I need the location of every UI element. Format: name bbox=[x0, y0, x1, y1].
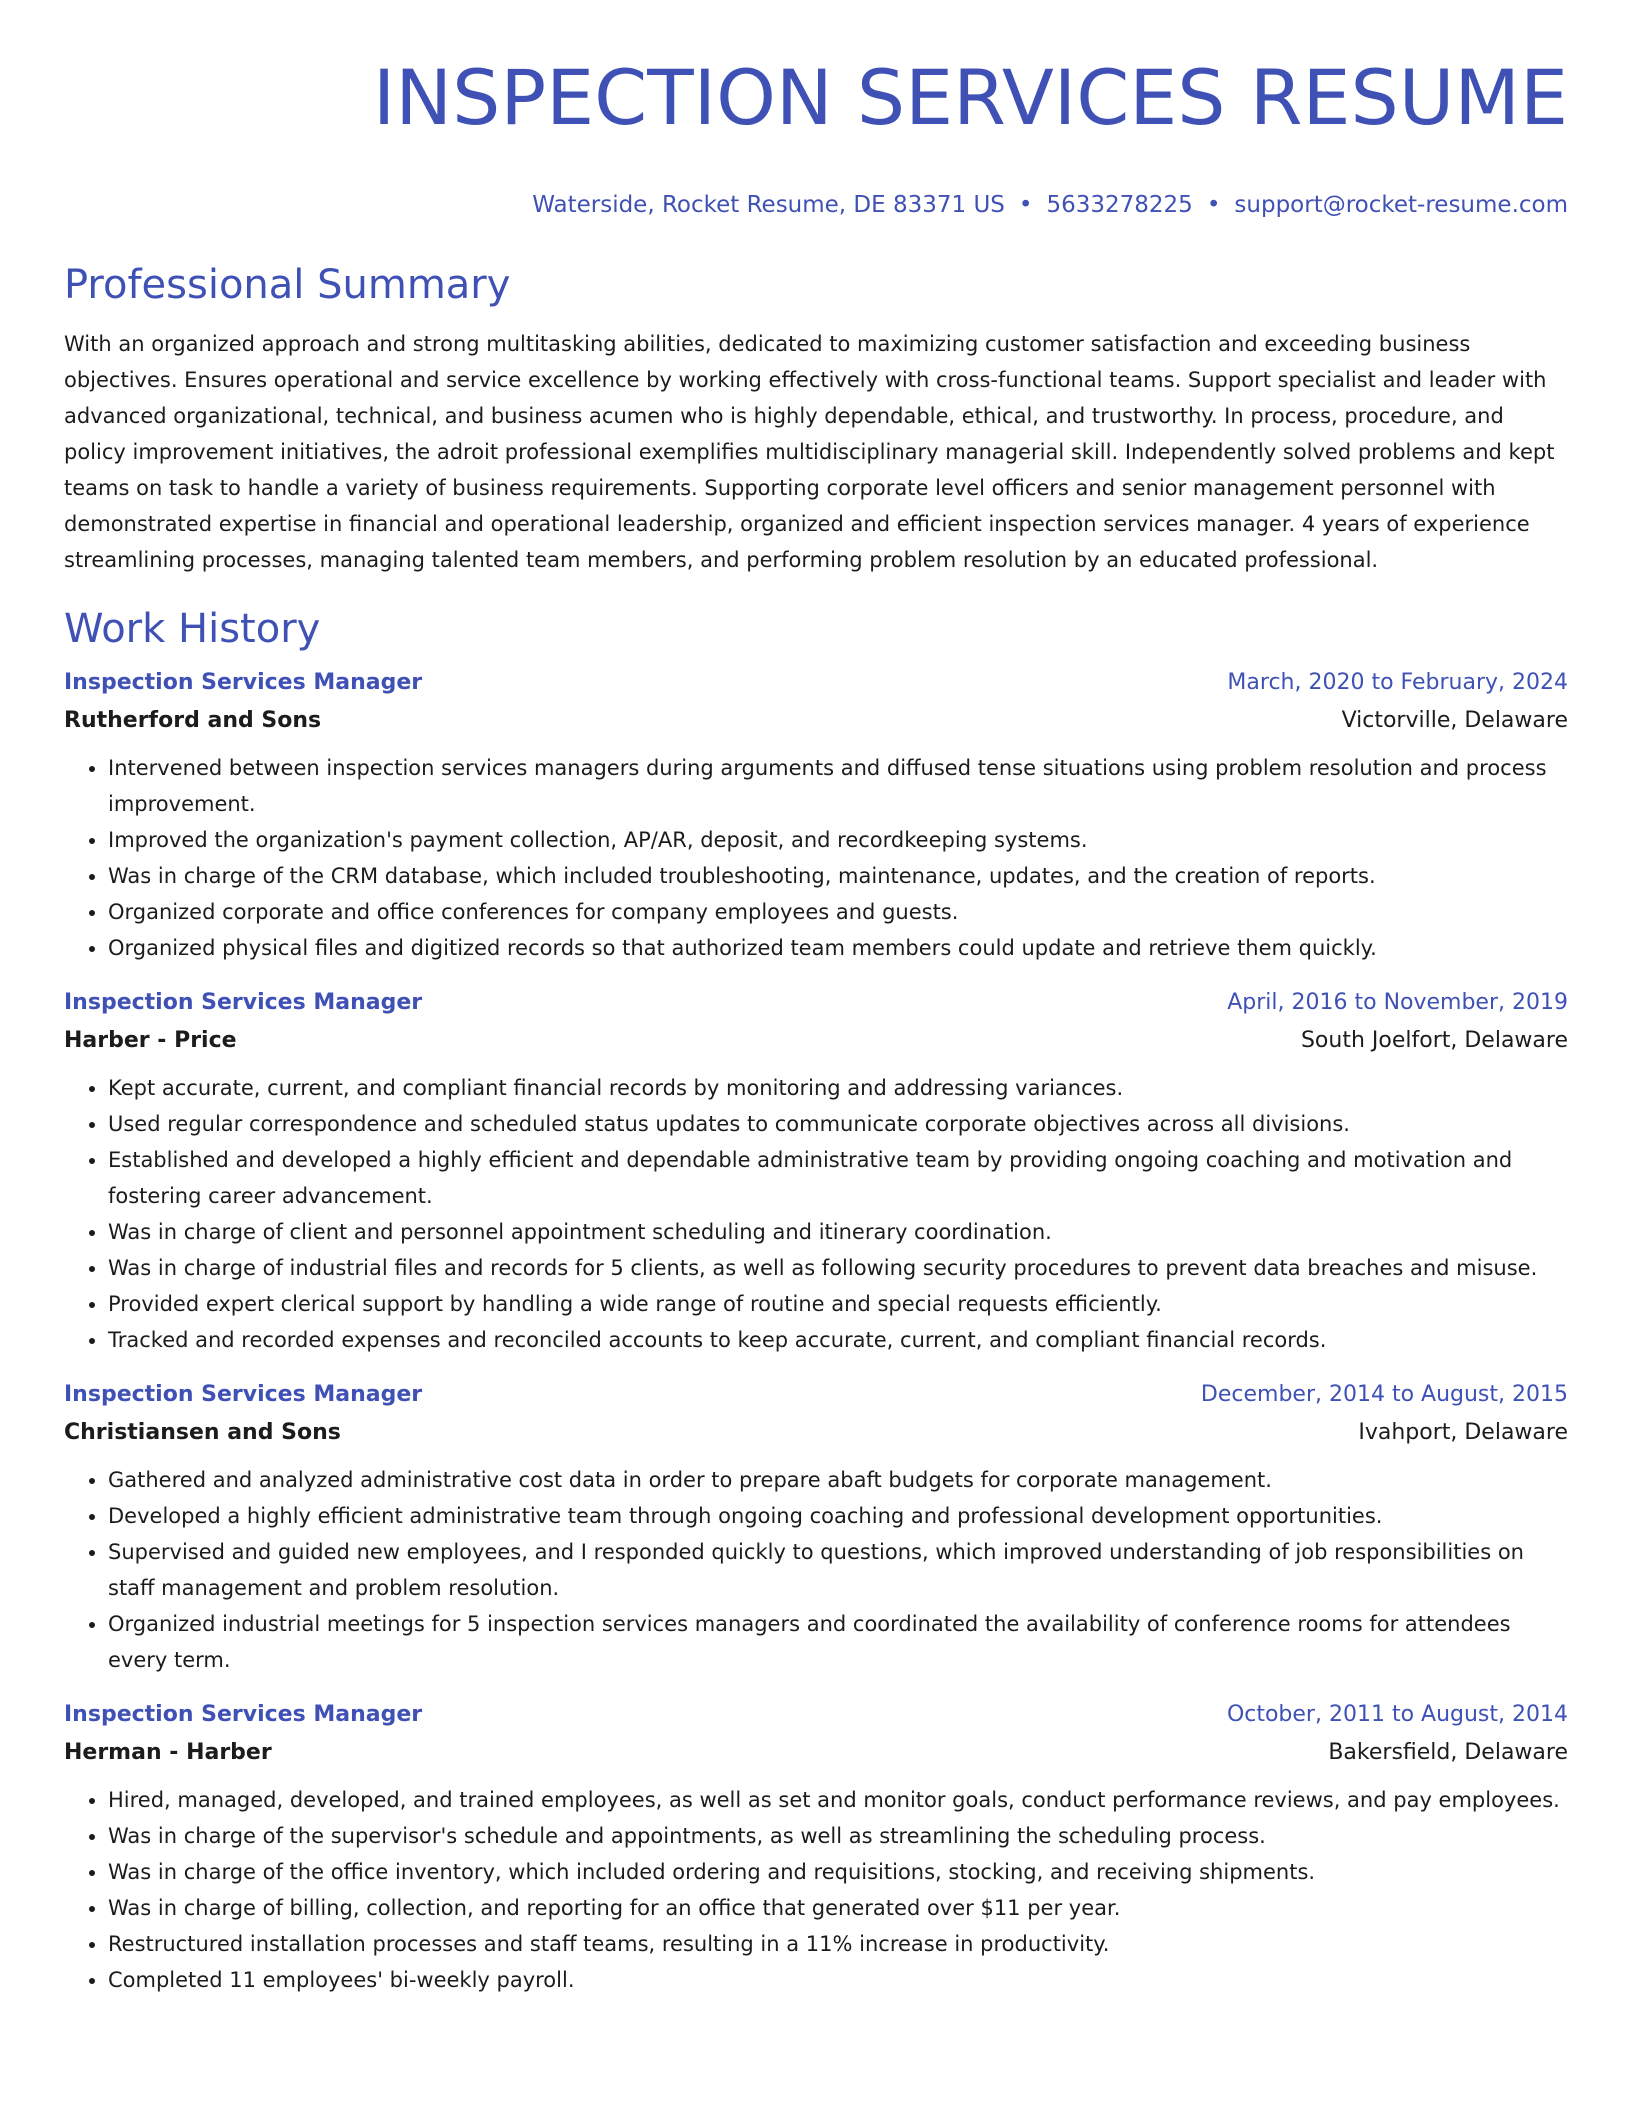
job-bullet: • Supervised and guided new employees, and I responded quickly to questions, which improved understanding of job responsibilities on staff management and problem resolution. bbox=[108, 1534, 1568, 1606]
job-bullet: • Was in charge of the office inventory, which included ordering and requisitions, stocking, and receiving shipments. bbox=[108, 1854, 1568, 1890]
job-dates: December, 2014 to August, 2015 bbox=[1200, 1382, 1568, 1407]
job-company: Christiansen and Sons bbox=[64, 1420, 341, 1445]
job-bullets bbox=[64, 750, 1568, 966]
job-bullet: • Improved the organization's payment collection, AP/AR, deposit, and recordkeeping systems. bbox=[108, 822, 1568, 858]
job-bullet: • Established and developed a highly efficient and dependable administrative team by providing ongoing coaching and motivation and fostering career advancement. bbox=[108, 1142, 1568, 1214]
job-header-row bbox=[64, 984, 1568, 1022]
job-dates: October, 2011 to August, 2014 bbox=[1226, 1702, 1568, 1727]
job-bullet: • Organized physical files and digitized records so that authorized team members could update and retrieve them quickly. bbox=[108, 930, 1568, 966]
job-bullet: • Kept accurate, current, and compliant financial records by monitoring and addressing variances. bbox=[108, 1070, 1568, 1106]
contact-separator: • bbox=[1206, 192, 1221, 218]
job-company-row bbox=[64, 1414, 1568, 1452]
job-entry bbox=[64, 984, 1568, 1358]
job-location: South Joelfort, Delaware bbox=[1300, 1028, 1568, 1053]
summary-text: With an organized approach and strong multitasking abilities, dedicated to maximizing customer satisfaction and exceeding business objectives. Ensures operational and service excellence by working effectively with cross-functional teams. Support specialist and leader with advanced organizational, technical, and business acumen who is highly dependable, ethical, and trustworthy. In process, procedure, and policy improvement initiatives, the adroit professional exemplifies multidisciplinary managerial skill. Independently solved problems and kept teams on task to handle a variety of business requirements. Supporting corporate level officers and senior management personnel with demonstrated expertise in financial and operational leadership, organized and efficient inspection services manager. 4 years of experience streamlining processes, managing talented team members, and performing problem resolution by an educated professional. bbox=[64, 332, 1555, 572]
job-entry bbox=[64, 1376, 1568, 1678]
work-history-heading: Work History bbox=[64, 606, 321, 652]
contact-address: Waterside, Rocket Resume, DE 83371 US bbox=[532, 192, 1005, 218]
job-company: Rutherford and Sons bbox=[64, 708, 322, 733]
contact-email: support@rocket-resume.com bbox=[1234, 192, 1568, 218]
job-bullet: • Was in charge of billing, collection, and reporting for an office that generated over $11 per year. bbox=[108, 1890, 1568, 1926]
job-location: Victorville, Delaware bbox=[1341, 708, 1568, 733]
job-bullet: • Restructured installation processes and staff teams, resulting in a 11% increase in productivity. bbox=[108, 1926, 1568, 1962]
job-company-row bbox=[64, 1734, 1568, 1772]
job-bullet: • Organized corporate and office conferences for company employees and guests. bbox=[108, 894, 1568, 930]
job-bullet: • Was in charge of industrial files and records for 5 clients, as well as following security procedures to prevent data breaches and misuse. bbox=[108, 1250, 1568, 1286]
contact-line bbox=[64, 190, 1568, 220]
job-bullet: • Was in charge of client and personnel appointment scheduling and itinerary coordination. bbox=[108, 1214, 1568, 1250]
job-bullets bbox=[64, 1070, 1568, 1358]
job-bullet: • Completed 11 employees' bi-weekly payroll. bbox=[108, 1962, 1568, 1998]
job-list bbox=[64, 664, 1568, 1998]
job-bullet: • Used regular correspondence and scheduled status updates to communicate corporate objectives across all divisions. bbox=[108, 1106, 1568, 1142]
contact-phone: 5633278225 bbox=[1046, 192, 1193, 218]
job-dates: March, 2020 to February, 2024 bbox=[1227, 670, 1568, 695]
job-title: Inspection Services Manager bbox=[64, 1702, 423, 1727]
job-bullet: • Was in charge of the supervisor's schedule and appointments, as well as streamlining the scheduling process. bbox=[108, 1818, 1568, 1854]
job-bullet: • Was in charge of the CRM database, which included troubleshooting, maintenance, updates, and the creation of reports. bbox=[108, 858, 1568, 894]
job-location: Ivahport, Delaware bbox=[1358, 1420, 1568, 1445]
job-company: Harber - Price bbox=[64, 1028, 237, 1053]
job-bullet: • Developed a highly efficient administrative team through ongoing coaching and professional development opportunities. bbox=[108, 1498, 1568, 1534]
job-company-row bbox=[64, 1022, 1568, 1060]
resume-name: INSPECTION SERVICES RESUME bbox=[372, 53, 1568, 142]
job-bullet: • Tracked and recorded expenses and reconciled accounts to keep accurate, current, and compliant financial records. bbox=[108, 1322, 1568, 1358]
job-bullets bbox=[64, 1782, 1568, 1998]
job-header-row bbox=[64, 1376, 1568, 1414]
job-header-row bbox=[64, 664, 1568, 702]
contact-separator: • bbox=[1018, 192, 1033, 218]
job-entry bbox=[64, 664, 1568, 966]
resume-header bbox=[64, 48, 1568, 220]
job-entry bbox=[64, 1696, 1568, 1998]
job-bullet: • Gathered and analyzed administrative cost data in order to prepare abaft budgets for corporate management. bbox=[108, 1462, 1568, 1498]
job-header-row bbox=[64, 1696, 1568, 1734]
job-company-row bbox=[64, 702, 1568, 740]
job-bullets bbox=[64, 1462, 1568, 1678]
job-company: Herman - Harber bbox=[64, 1740, 272, 1765]
job-bullet: • Intervened between inspection services managers during arguments and diffused tense situations using problem resolution and process improvement. bbox=[108, 750, 1568, 822]
job-title: Inspection Services Manager bbox=[64, 1382, 423, 1407]
job-title: Inspection Services Manager bbox=[64, 990, 423, 1015]
job-bullet: • Hired, managed, developed, and trained employees, as well as set and monitor goals, conduct performance reviews, and pay employees. bbox=[108, 1782, 1568, 1818]
job-location: Bakersfield, Delaware bbox=[1328, 1740, 1568, 1765]
job-title: Inspection Services Manager bbox=[64, 670, 423, 695]
summary-heading: Professional Summary bbox=[64, 262, 511, 308]
job-bullet: • Provided expert clerical support by handling a wide range of routine and special requests efficiently. bbox=[108, 1286, 1568, 1322]
job-bullet: • Organized industrial meetings for 5 inspection services managers and coordinated the availability of conference rooms for attendees every term. bbox=[108, 1606, 1568, 1678]
job-dates: April, 2016 to November, 2019 bbox=[1227, 990, 1568, 1015]
